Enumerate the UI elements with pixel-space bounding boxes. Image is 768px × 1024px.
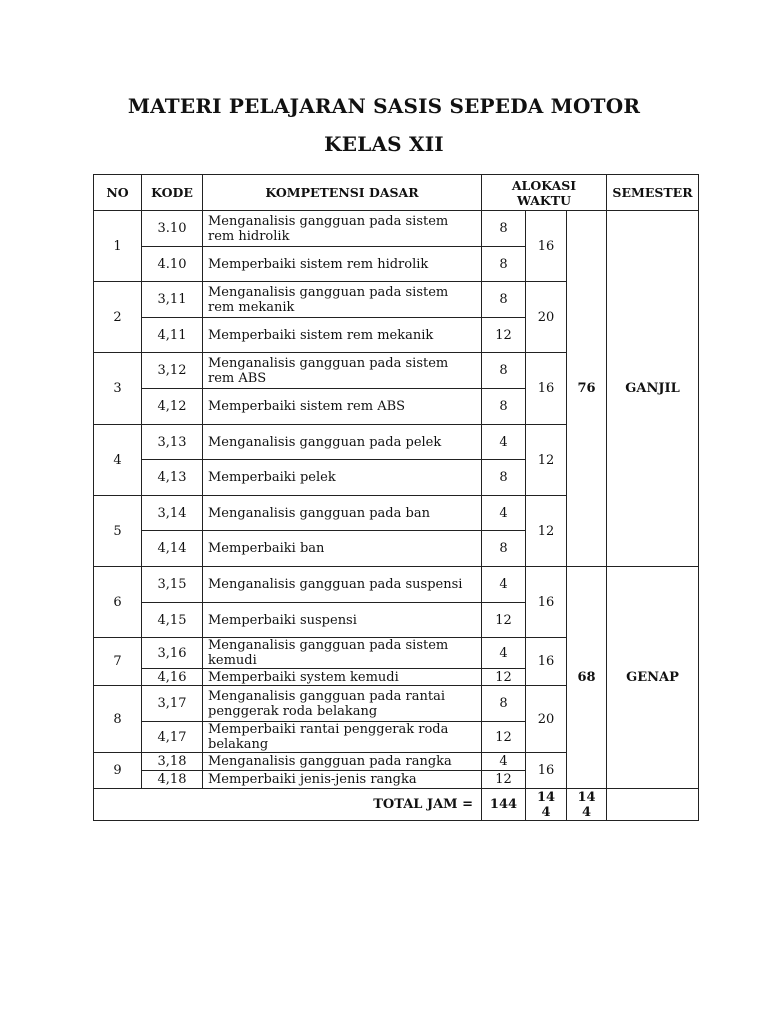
kompetensi-cell: Menganalisis gangguan pada pelek [203, 425, 482, 460]
kompetensi-cell: Menganalisis gangguan pada rangka [203, 753, 482, 771]
total-semester: 14 4 [567, 789, 607, 821]
jam-cell: 12 [482, 669, 526, 686]
group-number: 4 [94, 425, 142, 496]
jam-cell: 8 [482, 531, 526, 567]
kompetensi-cell: Menganalisis gangguan pada sistem kemudi [203, 638, 482, 669]
kompetensi-cell: Memperbaiki suspensi [203, 603, 482, 638]
kode-cell: 3,13 [142, 425, 203, 460]
subtotal-cell: 16 [526, 567, 567, 638]
jam-cell: 4 [482, 425, 526, 460]
header-kode: KODE [142, 175, 203, 211]
group-number: 2 [94, 282, 142, 353]
kode-cell: 4.10 [142, 247, 203, 282]
kompetensi-cell: Memperbaiki pelek [203, 460, 482, 496]
kompetensi-cell: Memperbaiki ban [203, 531, 482, 567]
total-label: TOTAL JAM = [94, 789, 482, 821]
subtotal-cell: 20 [526, 282, 567, 353]
semester-total-cell: 68 [567, 567, 607, 789]
group-number: 1 [94, 211, 142, 282]
kompetensi-cell: Memperbaiki sistem rem ABS [203, 389, 482, 425]
kode-cell: 4,12 [142, 389, 203, 425]
subtotal-cell: 12 [526, 496, 567, 567]
jam-cell: 8 [482, 211, 526, 247]
jam-cell: 8 [482, 282, 526, 318]
semester-total-cell: 76 [567, 211, 607, 567]
kode-cell: 4,11 [142, 318, 203, 353]
kompetensi-cell: Memperbaiki system kemudi [203, 669, 482, 686]
jam-cell: 8 [482, 353, 526, 389]
kompetensi-cell: Menganalisis gangguan pada sistem rem ABS [203, 353, 482, 389]
semester-name-cell: GANJIL [607, 211, 699, 567]
total-row [94, 789, 699, 821]
kompetensi-cell: Memperbaiki sistem rem mekanik [203, 318, 482, 353]
total-jam: 144 [482, 789, 526, 821]
total-semester-name [607, 789, 699, 821]
group-number: 9 [94, 753, 142, 789]
header-alokasi-waktu: ALOKASI WAKTU [482, 175, 607, 211]
group-number: 3 [94, 353, 142, 425]
kode-cell: 4,14 [142, 531, 203, 567]
kompetensi-cell: Menganalisis gangguan pada ban [203, 496, 482, 531]
kompetensi-cell: Menganalisis gangguan pada sistem rem hidrolik [203, 211, 482, 247]
kompetensi-cell: Menganalisis gangguan pada suspensi [203, 567, 482, 603]
kompetensi-cell: Memperbaiki sistem rem hidrolik [203, 247, 482, 282]
total-subtotal: 14 4 [526, 789, 567, 821]
jam-cell: 8 [482, 247, 526, 282]
kode-cell: 3,12 [142, 353, 203, 389]
header-no: NO [94, 175, 142, 211]
table-row [94, 567, 699, 603]
jam-cell: 4 [482, 638, 526, 669]
kode-cell: 3,18 [142, 753, 203, 771]
kode-cell: 3.10 [142, 211, 203, 247]
kode-cell: 3,17 [142, 686, 203, 722]
kode-cell: 4,17 [142, 722, 203, 753]
kode-cell: 4,16 [142, 669, 203, 686]
jam-cell: 8 [482, 389, 526, 425]
header-semester: SEMESTER [607, 175, 699, 211]
kode-cell: 4,13 [142, 460, 203, 496]
kompetensi-cell: Menganalisis gangguan pada sistem rem mekanik [203, 282, 482, 318]
jam-cell: 12 [482, 771, 526, 789]
subtotal-cell: 16 [526, 211, 567, 282]
kode-cell: 3,14 [142, 496, 203, 531]
materi-table [93, 174, 699, 821]
header-kompetensi-dasar: KOMPETENSI DASAR [203, 175, 482, 211]
jam-cell: 12 [482, 722, 526, 753]
kompetensi-cell: Menganalisis gangguan pada rantai penggerak roda belakang [203, 686, 482, 722]
subtotal-cell: 12 [526, 425, 567, 496]
table-row [94, 211, 699, 247]
header-row [94, 175, 699, 211]
jam-cell: 8 [482, 460, 526, 496]
semester-name-cell: GENAP [607, 567, 699, 789]
kode-cell: 4,15 [142, 603, 203, 638]
page-title: MATERI PELAJARAN SASIS SEPEDA MOTOR [127, 94, 641, 118]
subtotal-cell: 16 [526, 353, 567, 425]
subtotal-cell: 20 [526, 686, 567, 753]
jam-cell: 4 [482, 753, 526, 771]
kode-cell: 3,15 [142, 567, 203, 603]
jam-cell: 4 [482, 567, 526, 603]
subtotal-cell: 16 [526, 638, 567, 686]
group-number: 7 [94, 638, 142, 686]
kode-cell: 4,18 [142, 771, 203, 789]
jam-cell: 12 [482, 603, 526, 638]
kode-cell: 3,16 [142, 638, 203, 669]
group-number: 8 [94, 686, 142, 753]
kode-cell: 3,11 [142, 282, 203, 318]
kompetensi-cell: Memperbaiki rantai penggerak roda belakang [203, 722, 482, 753]
kompetensi-cell: Memperbaiki jenis-jenis rangka [203, 771, 482, 789]
jam-cell: 4 [482, 496, 526, 531]
group-number: 6 [94, 567, 142, 638]
jam-cell: 8 [482, 686, 526, 722]
group-number: 5 [94, 496, 142, 567]
subtotal-cell: 16 [526, 753, 567, 789]
page-subtitle: KELAS XII [324, 132, 444, 156]
jam-cell: 12 [482, 318, 526, 353]
